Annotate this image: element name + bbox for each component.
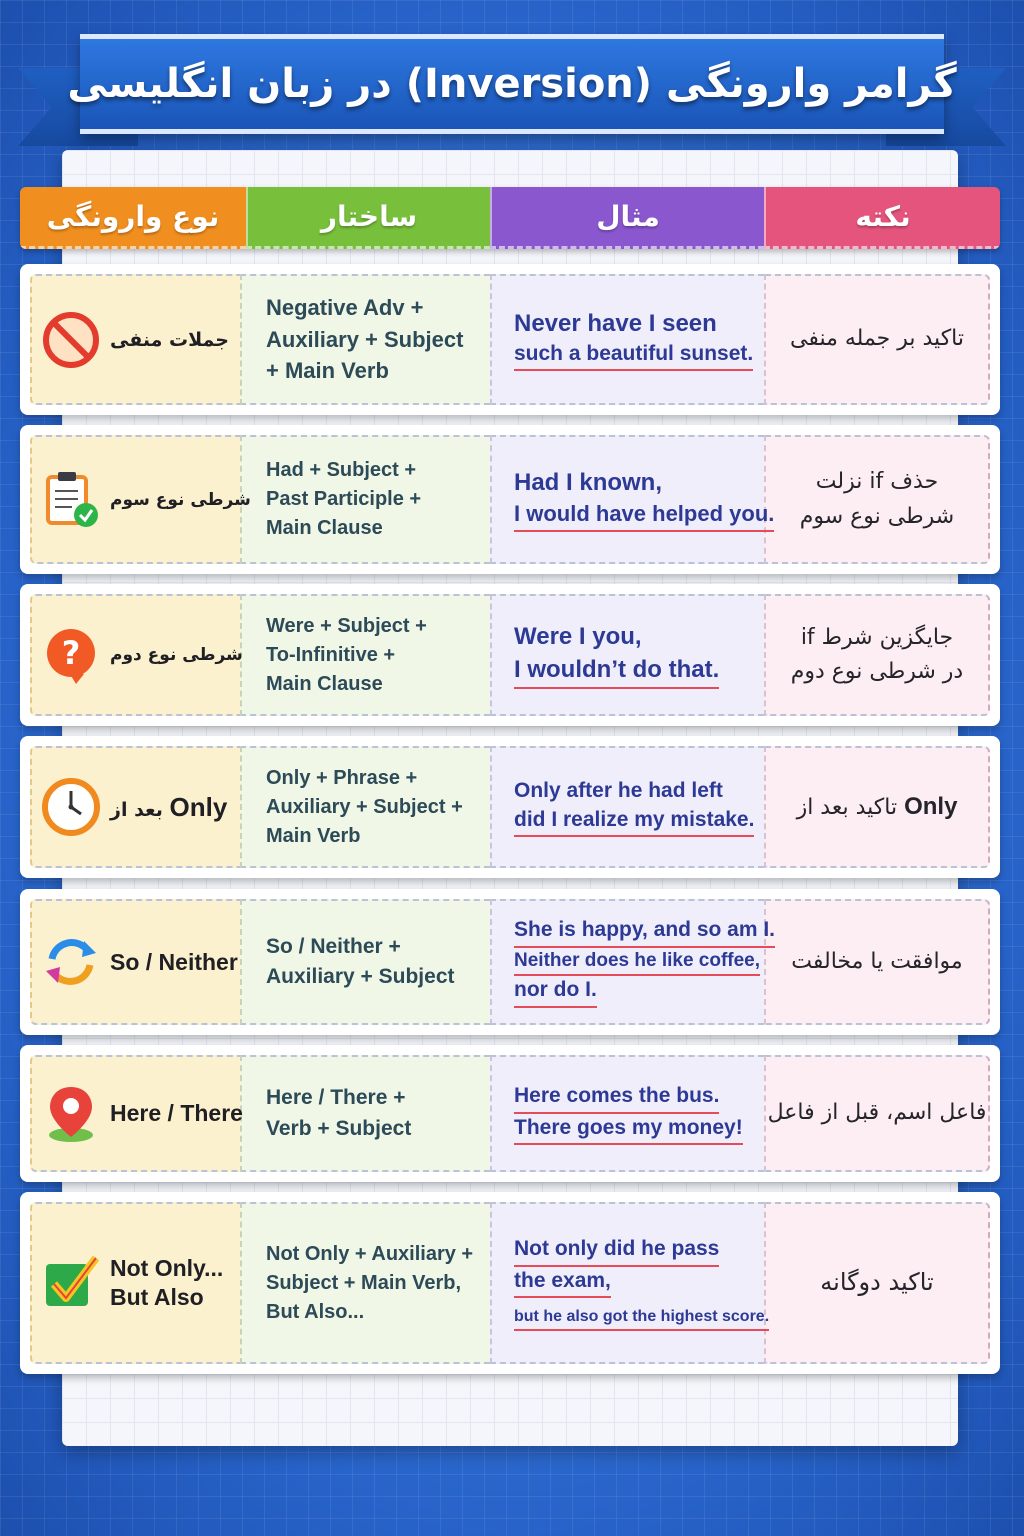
type-cell <box>30 435 251 564</box>
checkbox-tick-icon <box>40 1252 102 1314</box>
note-cell <box>764 1202 990 1364</box>
note-text: تاکید بر جمله منفی <box>789 326 964 352</box>
type-label: بعد از <box>110 798 163 821</box>
example-line: Only after he had left <box>514 779 723 803</box>
header-example: مثال <box>490 187 764 249</box>
header-note: نکته <box>764 187 1000 249</box>
example-line: There goes my money! <box>514 1114 743 1145</box>
note-text: تاکید بعد از <box>796 795 898 821</box>
note-cell <box>764 274 990 405</box>
note-cell <box>764 1055 990 1172</box>
type-keyword: Only <box>169 791 228 822</box>
type-cell <box>30 594 243 716</box>
header-structure: ساختار <box>246 187 490 249</box>
structure-text: Only + Phrase + Auxiliary + Subject + Main Verb <box>266 766 463 847</box>
table-row <box>20 584 1000 726</box>
example-line: such a beautiful sunset. <box>514 340 753 371</box>
structure-text: Had + Subject + Past Participle + Main Clause <box>266 459 422 539</box>
header-type: نوع وارونگی <box>20 187 246 249</box>
note-text: در شرطی نوع دوم <box>790 659 964 684</box>
structure-text: Were + Subject + To-Infinitive + Main Clause <box>266 614 427 695</box>
type-cell <box>30 899 240 1025</box>
example-cell <box>490 746 764 868</box>
structure-text: So / Neither + Auxiliary + Subject <box>266 934 455 988</box>
example-cell <box>490 435 775 564</box>
structure-cell <box>240 1202 490 1364</box>
structure-text: Negative Adv + Auxiliary + Subject + Main Verb <box>266 294 464 384</box>
note-cell <box>764 435 990 564</box>
type-label: شرطی نوع سوم <box>110 489 251 510</box>
no-entry-icon <box>40 309 102 371</box>
note-cell <box>764 746 990 868</box>
page-title: گرامر وارونگی (Inversion) در زبان انگلیسی <box>67 61 957 107</box>
example-line: Neither does he like coffee, <box>514 948 760 977</box>
type-label: Not Only... <box>110 1255 224 1282</box>
example-line: She is happy, and so am I. <box>514 916 775 947</box>
svg-text:?: ? <box>61 634 81 672</box>
table-row <box>20 425 1000 574</box>
structure-text: Not Only + Auxiliary + Subject + Main Verb, But Also... <box>266 1242 474 1323</box>
type-label: But Also <box>110 1284 204 1310</box>
example-cell <box>490 274 764 405</box>
sync-arrows-icon <box>40 931 102 993</box>
note-text: حذف if نزلت <box>815 469 939 495</box>
type-cell <box>30 1055 243 1172</box>
structure-cell <box>240 594 490 716</box>
example-line: did I realize my mistake. <box>514 806 754 837</box>
table-row <box>20 264 1000 415</box>
map-pin-icon <box>40 1083 102 1145</box>
note-text: شرطی نوع سوم <box>799 503 955 529</box>
clock-icon <box>40 776 102 838</box>
table-row <box>20 889 1000 1035</box>
note-text: تاکید دوگانه <box>820 1268 934 1297</box>
note-text: جایگزین شرط if <box>800 624 954 650</box>
example-line: Had I known, <box>514 468 663 496</box>
example-line: Here comes the bus. <box>514 1082 719 1113</box>
type-cell <box>30 746 240 868</box>
example-line: nor do I. <box>514 976 597 1007</box>
note-text: موافقت یا مخالفت <box>791 948 963 974</box>
example-line: I wouldn’t do that. <box>514 654 719 689</box>
type-label: شرطی نوع دوم <box>110 645 243 665</box>
note-cell <box>764 899 990 1025</box>
table-row <box>20 736 1000 878</box>
example-cell <box>490 594 764 716</box>
table-row <box>20 1045 1000 1182</box>
note-text: فاعل اسم، قبل از فاعل <box>767 1100 987 1126</box>
structure-text: Here / There + Verb + Subject <box>266 1086 412 1140</box>
table-row <box>20 1192 1000 1374</box>
type-label: جملات منفی <box>110 328 229 351</box>
example-cell <box>490 1202 770 1364</box>
clipboard-check-icon <box>40 469 102 531</box>
structure-cell <box>240 1055 490 1172</box>
note-keyword: Only <box>904 793 958 821</box>
example-line: Not only did he pass <box>514 1235 719 1266</box>
example-line: Never have I seen <box>514 309 717 337</box>
note-cell <box>764 594 990 716</box>
example-cell <box>490 1055 764 1172</box>
structure-cell <box>240 746 490 868</box>
example-line: Were I you, <box>514 623 642 651</box>
example-cell <box>490 899 776 1025</box>
question-bubble-icon <box>40 624 102 686</box>
type-cell <box>30 1202 240 1364</box>
example-line: the exam, <box>514 1267 611 1298</box>
structure-cell <box>240 899 490 1025</box>
example-line: but he also got the highest score. <box>514 1306 769 1331</box>
structure-cell <box>240 435 490 564</box>
type-label: Here / There <box>110 1100 243 1126</box>
type-cell <box>30 274 240 405</box>
example-line: I would have helped you. <box>514 499 774 532</box>
title-banner <box>67 34 957 134</box>
table-header <box>20 187 1000 249</box>
type-label: So / Neither <box>110 948 238 975</box>
structure-cell <box>240 274 490 405</box>
